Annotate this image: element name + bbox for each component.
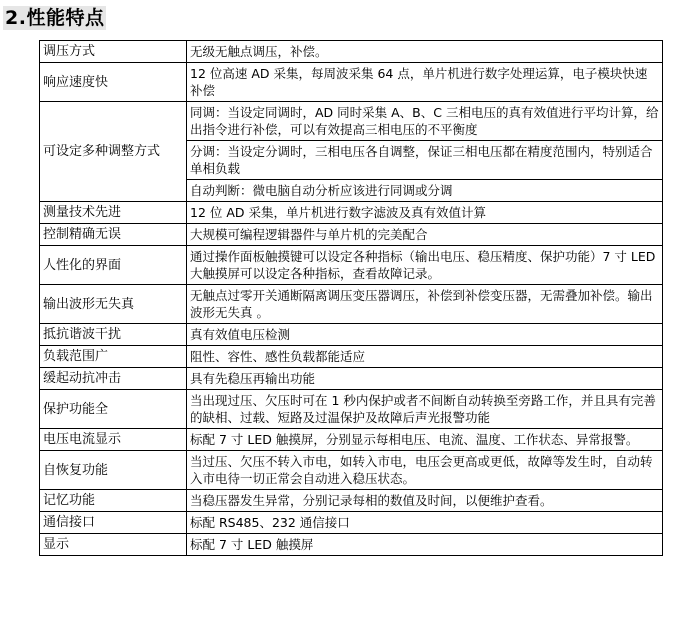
feature-label: 显示 [40,534,187,556]
feature-description: 同调：当设定同调时，AD 同时采集 A、B、C 三相电压的真有效值进行平均计算，给出指令进行补偿，可以有效提高三相电压的不平衡度 [187,102,663,141]
feature-label: 人性化的界面 [40,246,187,285]
feature-label: 可设定多种调整方式 [40,102,187,202]
section-heading: 2.性能特点 [5,7,105,29]
table-row [40,224,663,246]
feature-description: 无级无触点调压，补偿。 [187,41,663,63]
feature-label: 保护功能全 [40,390,187,429]
feature-description: 12 位高速 AD 采集，每周波采集 64 点，单片机进行数字处理运算，电子模块快速补偿 [187,63,663,102]
table-row [40,512,663,534]
feature-label: 测量技术先进 [40,202,187,224]
table-row [40,202,663,224]
feature-description: 标配 7 寸 LED 触摸屏 [187,534,663,556]
table-row [40,390,663,429]
feature-label: 自恢复功能 [40,451,187,490]
feature-label: 响应速度快 [40,63,187,102]
performance-table [39,40,663,556]
table-row [40,102,663,141]
feature-label: 负载范围广 [40,346,187,368]
feature-description: 当出现过压、欠压时可在 1 秒内保护或者不间断自动转换至旁路工作，并且具有完善的缺相、过载、短路及过温保护及故障后声光报警功能 [187,390,663,429]
feature-description: 大规模可编程逻辑器件与单片机的完美配合 [187,224,663,246]
table-row [40,451,663,490]
table-row [40,368,663,390]
feature-label: 输出波形无失真 [40,285,187,324]
feature-label: 调压方式 [40,41,187,63]
feature-description: 当过压、欠压不转入市电，如转入市电，电压会更高或更低，故障等发生时，自动转入市电待一切正常会自动进入稳压状态。 [187,451,663,490]
table-row [40,41,663,63]
feature-description: 具有先稳压再输出功能 [187,368,663,390]
table-row [40,324,663,346]
feature-label: 控制精确无误 [40,224,187,246]
table-row [40,346,663,368]
feature-description: 真有效值电压检测 [187,324,663,346]
feature-description: 当稳压器发生异常，分别记录每相的数值及时间，以便维护查看。 [187,490,663,512]
feature-label: 缓起动抗冲击 [40,368,187,390]
feature-description: 通过操作面板触摸键可以设定各种指标（输出电压、稳压精度、保护功能）7 寸 LED 大触摸屏可以设定各种指标，查看故障记录。 [187,246,663,285]
feature-label: 电压电流显示 [40,429,187,451]
feature-description: 标配 7 寸 LED 触摸屏，分别显示每相电压、电流、温度、工作状态、异常报警。 [187,429,663,451]
table-row [40,490,663,512]
table-row [40,429,663,451]
performance-table-body [40,41,663,556]
table-row [40,285,663,324]
feature-label: 通信接口 [40,512,187,534]
feature-description: 阻性、容性、感性负载都能适应 [187,346,663,368]
table-row [40,534,663,556]
feature-description: 12 位 AD 采集，单片机进行数字滤波及真有效值计算 [187,202,663,224]
feature-description: 标配 RS485、232 通信接口 [187,512,663,534]
feature-description: 无触点过零开关通断隔离调压变压器调压，补偿到补偿变压器，无需叠加补偿。输出波形无失真 。 [187,285,663,324]
feature-description: 分调：当设定分调时，三相电压各自调整，保证三相电压都在精度范围内，特别适合单相负载 [187,141,663,180]
feature-description: 自动判断：微电脑自动分析应该进行同调或分调 [187,180,663,202]
table-row [40,63,663,102]
feature-label: 抵抗谐波干扰 [40,324,187,346]
table-row [40,246,663,285]
feature-label: 记忆功能 [40,490,187,512]
